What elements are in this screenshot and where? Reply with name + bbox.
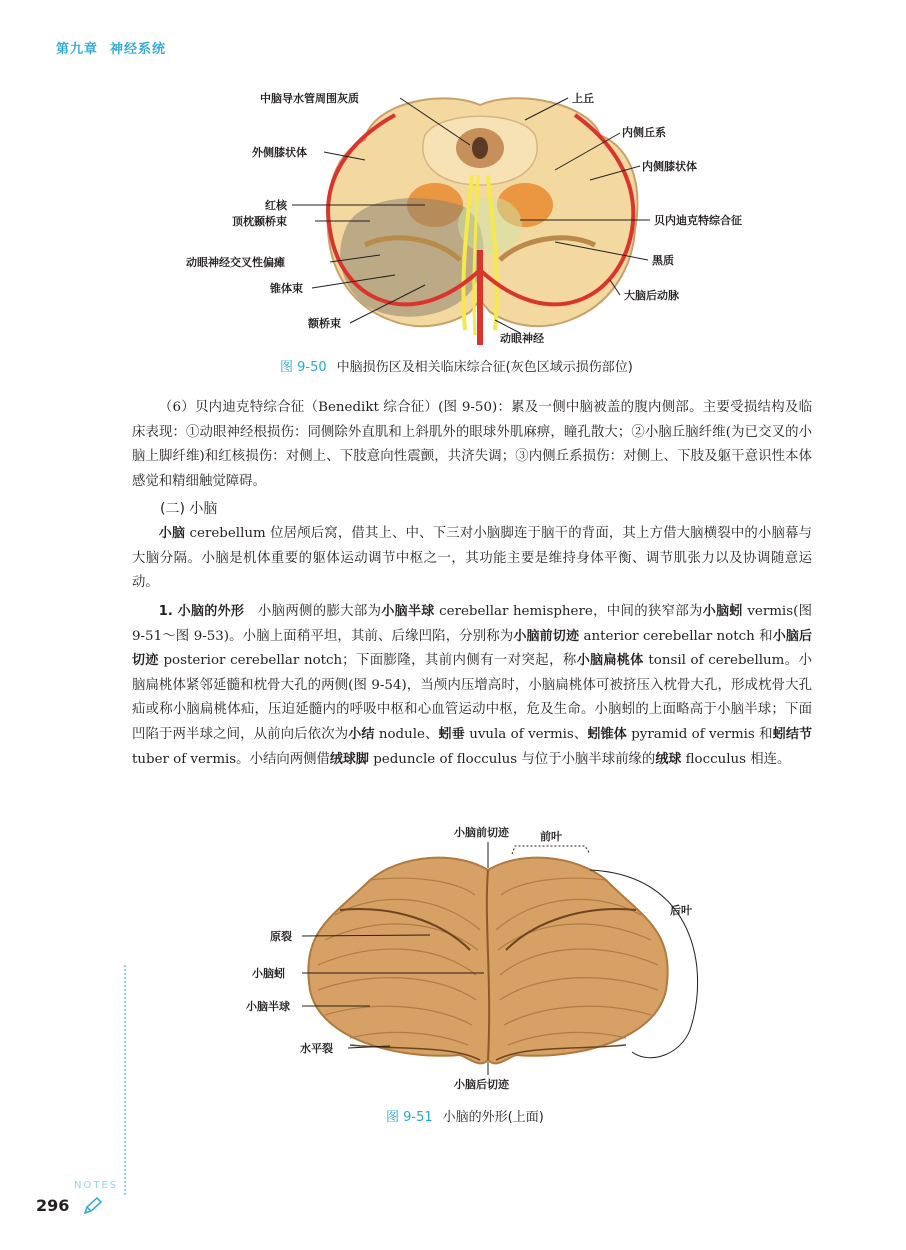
chapter-title: 神经系统: [110, 42, 167, 57]
text-span: uvula of vermis、: [464, 726, 588, 742]
text-span: pyramid of vermis 和: [626, 726, 773, 742]
text-span: 小脑两侧的膨大部为: [244, 604, 382, 619]
label-posterior-lobe: 后叶: [670, 904, 692, 917]
text-span: nodule、: [374, 726, 439, 742]
figure-cerebellum: [240, 820, 720, 1100]
text-span: posterior cerebellar notch；下面膨隆，其前内侧有一对突起，称: [158, 653, 577, 669]
pencil-icon: [82, 1196, 104, 1220]
section-heading-cerebellum: (二) 小脑: [160, 501, 218, 517]
figure-midbrain: [180, 80, 780, 350]
label-periaqueductal-gray: 中脑导水管周围灰质: [260, 92, 359, 105]
figure-50-number: 图 9-50: [280, 360, 327, 375]
text-span: tuber of vermis。小结向两侧借: [132, 751, 330, 767]
label-lateral-geniculate: 外侧膝状体: [252, 146, 307, 159]
text-span: anterior cerebellar notch 和: [579, 628, 773, 644]
figure-50-caption-text: 中脑损伤区及相关临床综合征(灰色区域示损伤部位): [336, 360, 633, 375]
term-flocculus-peduncle: 绒球脚: [329, 751, 369, 767]
label-posterior-cerebral: 大脑后动脉: [624, 289, 679, 302]
figure-51-caption: [386, 1106, 544, 1125]
label-posterior-notch: 小脑后切迹: [454, 1078, 509, 1091]
figure-50-caption: [280, 356, 633, 375]
figure-51-number: 图 9-51: [386, 1110, 433, 1125]
midbrain-illustration: [180, 80, 780, 350]
chapter-number: 第九章: [56, 42, 99, 57]
cerebellum-illustration: [240, 820, 720, 1100]
label-oculomotor-nerve: 动眼神经: [500, 332, 544, 345]
label-hemisphere: 小脑半球: [246, 1000, 290, 1013]
term-posterior-notch: 小脑后切迹: [132, 628, 812, 669]
text-span: cerebellar hemisphere，中间的狭窄部为: [434, 604, 703, 619]
term-hemisphere: 小脑半球: [381, 604, 435, 619]
term-tonsil: 小脑扁桃体: [576, 653, 644, 669]
term-tuber: 蚓结节: [772, 726, 812, 742]
chapter-header: [56, 38, 178, 57]
text-span: peduncle of flocculus 与位于小脑半球前缘的: [368, 751, 656, 767]
term-nodule: 小结: [348, 726, 375, 742]
term-flocculus: 绒球: [655, 751, 682, 767]
paragraph-cerebellum-intro: [132, 522, 812, 596]
text-span: tonsil of cerebellum。小脑扁桃体紧邻延髓和枕骨大孔的两侧(图 9-54)，当颅内压增高时，小脑扁桃体可被挤压入枕骨大孔，形成枕骨大孔疝或称小脑扁桃体疝，压迫延髓内的呼吸中枢和心血管运动中枢，危及生命。小脑蚓的上面略高于小脑半球；下面凹陷于两半球之间，从前向后依次为: [132, 653, 812, 742]
label-anterior-lobe: 前叶: [540, 830, 562, 843]
text-span: flocculus 相连。: [681, 751, 791, 767]
label-vermis: 小脑蚓: [252, 967, 285, 980]
label-horizontal-fissure: 水平裂: [300, 1042, 333, 1055]
text-span: vermis(图 9-51～图 9-53)。小脑上面稍平坦，其前、后缘凹陷，分别称为: [132, 604, 812, 644]
para2-text: cerebellum 位居颅后窝，借其上、中、下三对小脑脚连于脑干的背面，其上方借大脑横裂中的小脑幕与大脑分隔。小脑是机体重要的躯体运动调节中枢之一，其功能主要是维持身体平衡、调节肌张力以及协调随意运动。: [132, 526, 812, 591]
term-cerebellum: 小脑: [158, 526, 186, 541]
label-pyramidal-tract: 锥体束: [270, 282, 303, 295]
paragraph-cerebellum-shape: [132, 600, 812, 772]
term-vermis: 小脑蚓: [702, 604, 743, 619]
label-substantia-nigra: 黑质: [652, 254, 674, 267]
notes-margin-line: [124, 965, 126, 1195]
paragraph-benedikt: （6）贝内迪克特综合征（Benedikt 综合征）(图 9-50)：累及一侧中脑被盖的腹内侧部。主要受损结构及临床表现：①动眼神经根损伤：同侧除外直肌和上斜肌外的眼球外肌麻痹，瞳孔散大；②小脑丘脑纤维(为已交叉的小脑上脚纤维)和红核损伤：对侧上、下肢意向性震颤，共济失调；③内侧丘系损伤：对侧上、下肢及躯干意识性本体感觉和精细触觉障碍。: [132, 400, 812, 489]
term-uvula: 蚓垂: [438, 726, 465, 742]
label-red-nucleus: 红核: [265, 199, 287, 212]
term-anterior-notch: 小脑前切迹: [513, 628, 580, 644]
label-medial-lemniscus: 内侧丘系: [622, 126, 666, 139]
label-superior-colliculus: 上丘: [572, 92, 594, 105]
label-occ-tract: 顶枕颞桥束: [232, 215, 287, 228]
label-benedikt: 贝内迪克特综合征: [654, 214, 742, 227]
figure-51-caption-text: 小脑的外形(上面): [442, 1110, 544, 1125]
subheading-external-shape: 1. 小脑的外形: [158, 604, 245, 619]
label-medial-geniculate: 内侧膝状体: [642, 160, 697, 173]
notes-label: NOTES: [74, 1180, 119, 1191]
term-pyramid: 蚓锥体: [587, 726, 627, 742]
label-anterior-notch: 小脑前切迹: [454, 826, 509, 839]
label-primary-fissure: 原裂: [270, 930, 292, 943]
label-oculomotor-hemiplegia: 动眼神经交叉性偏瘫: [186, 256, 285, 269]
page-number: 296: [36, 1196, 70, 1215]
label-frontopontine: 额桥束: [308, 317, 341, 330]
